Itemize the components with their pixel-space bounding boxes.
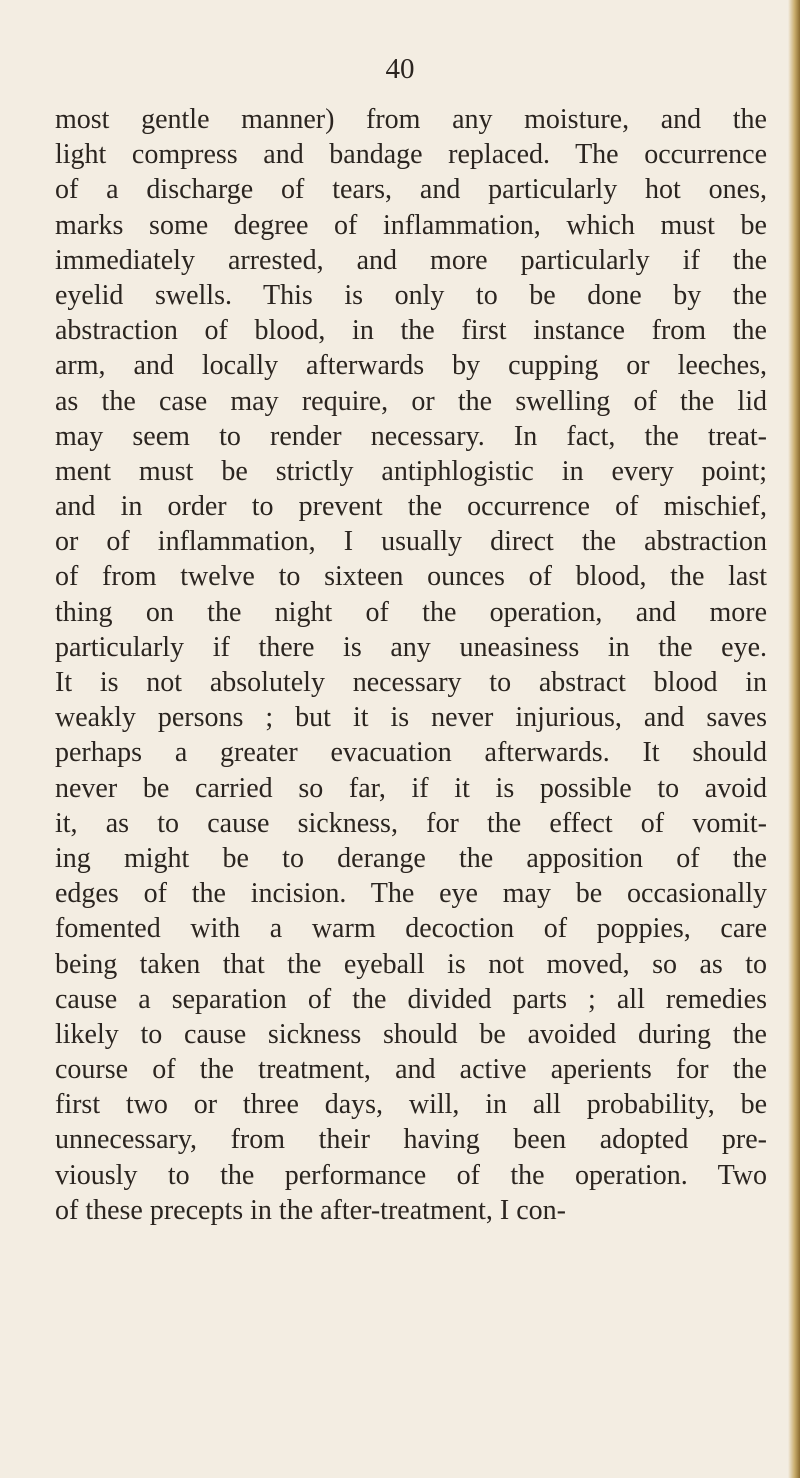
text-line: being taken that the eyeball is not moved, so as to	[55, 948, 767, 980]
text-line: weakly persons ; but it is never injurious, and saves	[55, 702, 767, 734]
text-line: viously to the performance of the operation. Two	[55, 1159, 767, 1191]
text-line: first two or three days, will, in all probability, be	[55, 1089, 767, 1121]
page-number: 40	[385, 53, 415, 85]
text-line: cause a separation of the divided parts ; all remedies	[55, 983, 767, 1015]
text-line: of these precepts in the after-treatment, I con-	[55, 1194, 566, 1226]
text-line: edges of the incision. The eye may be occasionally	[55, 878, 767, 910]
text-line: It is not absolutely necessary to abstract blood in	[55, 667, 767, 698]
text-line: eyelid swells. This is only to be done by the	[55, 279, 767, 311]
text-line: marks some degree of inflammation, which must be	[55, 209, 767, 241]
text-line: of from twelve to sixteen ounces of blood, the last	[55, 561, 767, 593]
text-line: ing might be to derange the apposition of the	[55, 842, 767, 874]
text-line: light compress and bandage replaced. The occurrence	[55, 139, 767, 171]
body-text	[55, 102, 767, 1228]
text-line: ment must be strictly antiphlogistic in every point;	[55, 455, 767, 487]
text-line: or of inflammation, I usually direct the abstraction	[55, 526, 767, 558]
text-line: particularly if there is any uneasiness in the eye.	[55, 631, 767, 663]
text-line: it, as to cause sickness, for the effect of vomit-	[55, 807, 767, 839]
text-line: thing on the night of the operation, and more	[55, 596, 767, 628]
text-line: perhaps a greater evacuation afterwards. It should	[55, 737, 767, 769]
text-line: as the case may require, or the swelling of the lid	[55, 385, 767, 417]
text-line: arm, and locally afterwards by cupping or leeches,	[55, 350, 767, 382]
text-line: of a discharge of tears, and particularly hot ones,	[55, 174, 767, 206]
text-line: unnecessary, from their having been adopted pre-	[55, 1124, 767, 1156]
text-line: and in order to prevent the occurrence of mischief,	[55, 491, 767, 523]
text-line: never be carried so far, if it is possible to avoid	[55, 772, 767, 804]
text-line: likely to cause sickness should be avoided during the	[55, 1018, 767, 1050]
text-line: course of the treatment, and active aperients for the	[55, 1054, 767, 1086]
text-line: immediately arrested, and more particularly if the	[55, 244, 767, 276]
text-line: abstraction of blood, in the first instance from the	[55, 315, 767, 347]
text-line: most gentle manner) from any moisture, and the	[55, 104, 767, 135]
text-line: fomented with a warm decoction of poppies, care	[55, 913, 767, 945]
page-edge-shadow	[788, 0, 800, 1478]
text-line: may seem to render necessary. In fact, the treat-	[55, 420, 767, 452]
